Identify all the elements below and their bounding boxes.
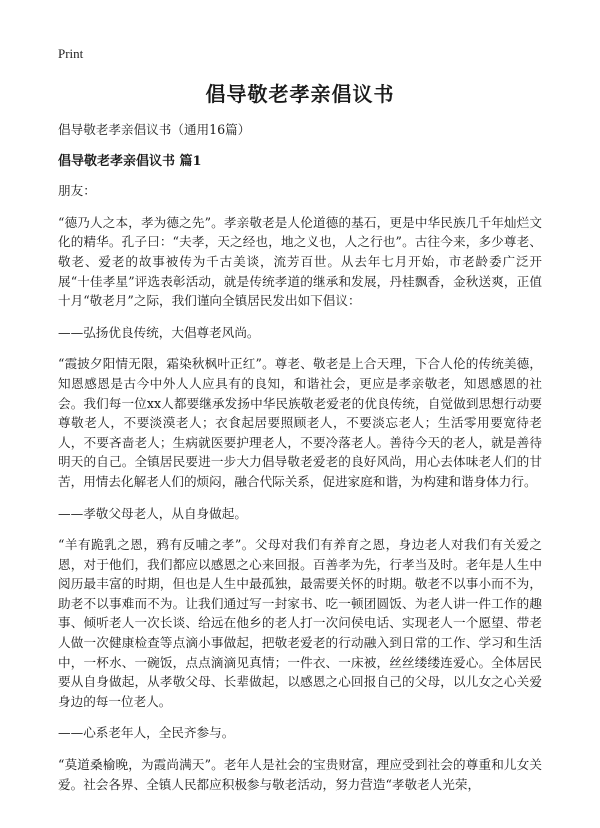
- document-subtitle: 倡导敬老孝亲倡议书（通用16篇）: [58, 122, 251, 137]
- section-title: 倡导敬老孝亲倡议书 篇1: [58, 153, 202, 169]
- paragraph-intro: “德乃人之本，孝为德之先”。孝亲敬老是人伦道德的基石，更是中华民族几千年灿烂文化的精华。孔子曰：“夫孝，天之经也，地之义也，人之行也”。古往今来，多少尊老、敬老、爱老的故事被传为千古美谈，流芳百世。从去年七月开始，市老龄委广泛开展“十佳孝星”评选表彰活动，就是传统孝道的继承和发展，丹桂飘香，金秋送爽，正值十月“敬老月”之际，我们谨向全镇居民发出如下倡议：: [58, 214, 542, 309]
- print-link[interactable]: Print: [58, 46, 84, 61]
- paragraph-filial-piety: “羊有跪乳之恩，鸦有反哺之孝”。父母对我们有养育之恩，身边老人对我们有关爱之恩，对于他们，我们都应以感恩之心来回报。百善孝为先，行孝当及时。老年是人生中阅历最丰富的时期，但也是人生中最孤独，最需要关怀的时期。敬老不以事小而不为，助老不以事难而不为。让我们通过写一封家书、吃一顿团圆饭、为老人讲一件工作的趣事、倾听老人一次长谈、给远在他乡的老人打一次问侯电话、实现老人一个愿望、带老人做一次健康检查等点滴小事做起，把敬老爱老的行动融入到日常的工作、学习和生活中，一杯水、一碗饭，点点滴滴见真情；一件衣、一床被，丝丝缕缕连爱心。全体居民要从自身做起，从孝敬父母、长辈做起，以感恩之心回报自己的父母，以儿女之心关爱身边的每一位老人。: [58, 537, 542, 709]
- page-title: 倡导敬老孝亲倡议书: [205, 82, 395, 106]
- paragraph-respect-elders: “霞披夕阳情无限，霜染秋枫叶正红”。尊老、敬老是上合天理，下合人伦的传统美德，知恩感恩是古今中外人人应具有的良知，和谐社会，更应是孝亲敬老，知恩感恩的社会。我们每一位xx人都要继承发扬中华民族敬老爱老的优良传统，自觉做到思想行动要尊敬老人，不要淡漠老人；衣食起居要照顾老人，不要淡忘老人；生活零用要宽待老人，不要吝啬老人；生病就医要护理老人，不要冷落老人。善待今天的老人，就是善待明天的自己。全镇居民要进一步大力倡导敬老爱老的良好风尚，用心去体味老人们的甘苦，用情去化解老人们的烦闷，融合代际关系，促进家庭和谐，为构建和谐身体力行。: [58, 356, 542, 489]
- paragraph-participation: “莫道桑榆晚，为霞尚满天”。老年人是社会的宝贵财富，理应受到社会的尊重和儿女关爱。社会各界、全镇人民都应积极参与敬老活动，努力营造“孝敬老人光荣，: [58, 757, 542, 792]
- greeting: 朋友：: [58, 183, 96, 199]
- slogan-1: ——弘扬优良传统，大倡尊老风尚。: [58, 324, 260, 340]
- document-body: [58, 120, 542, 806]
- slogan-3: ——心系老年人，全民齐参与。: [58, 725, 235, 741]
- slogan-2: ——孝敬父母老人，从自身做起。: [58, 505, 247, 521]
